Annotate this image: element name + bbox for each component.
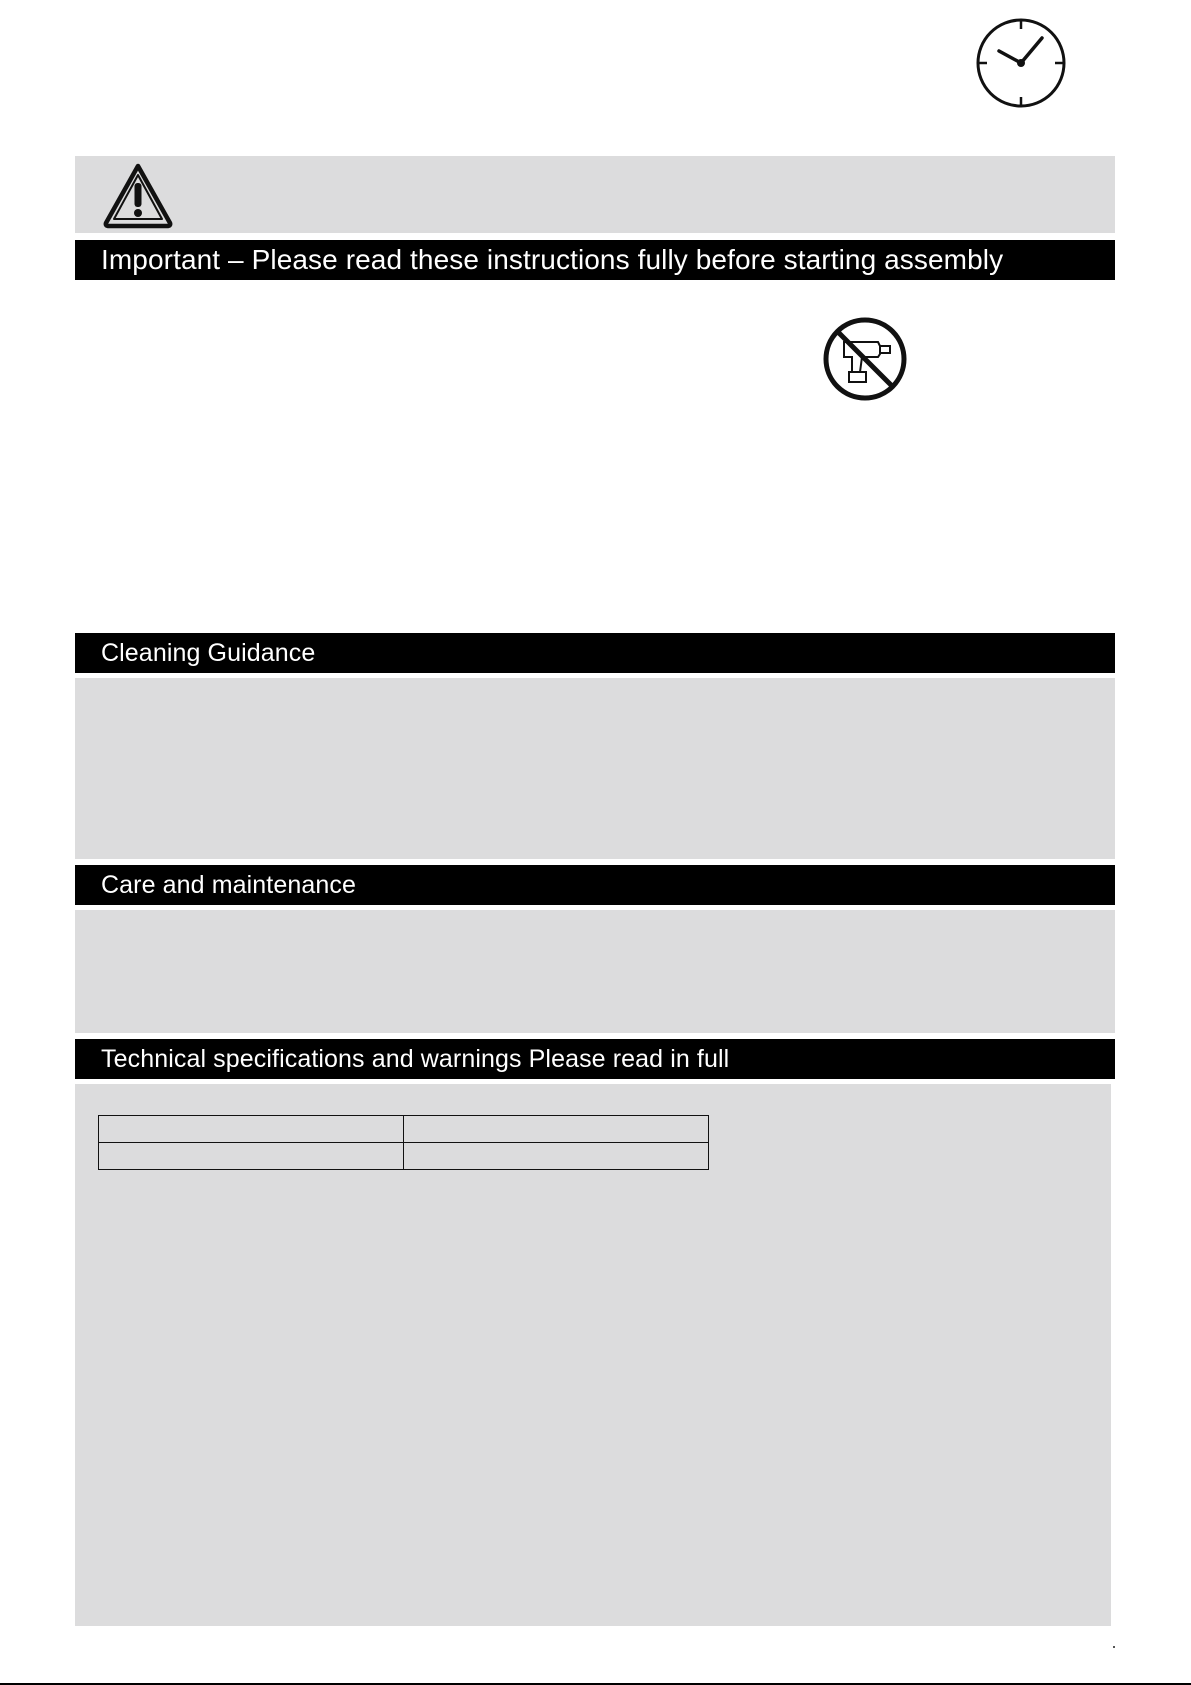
no-power-drill-icon	[822, 316, 908, 402]
table-row	[99, 1116, 709, 1143]
spec-table	[98, 1115, 709, 1170]
care-heading: Care and maintenance	[75, 865, 1115, 905]
warning-panel	[75, 156, 1115, 233]
table-row	[99, 1143, 709, 1170]
cleaning-heading: Cleaning Guidance	[75, 633, 1115, 673]
technical-heading: Technical specifications and warnings Please read in full	[75, 1039, 1115, 1079]
cleaning-panel	[75, 678, 1115, 859]
table-cell	[99, 1116, 404, 1143]
table-cell	[404, 1116, 709, 1143]
warning-triangle-icon	[102, 161, 174, 229]
care-panel	[75, 910, 1115, 1033]
table-cell	[404, 1143, 709, 1170]
clock-icon	[975, 17, 1067, 109]
important-heading: Important – Please read these instructions fully before starting assembly	[75, 240, 1115, 280]
page-mark	[1113, 1646, 1115, 1648]
table-cell	[99, 1143, 404, 1170]
